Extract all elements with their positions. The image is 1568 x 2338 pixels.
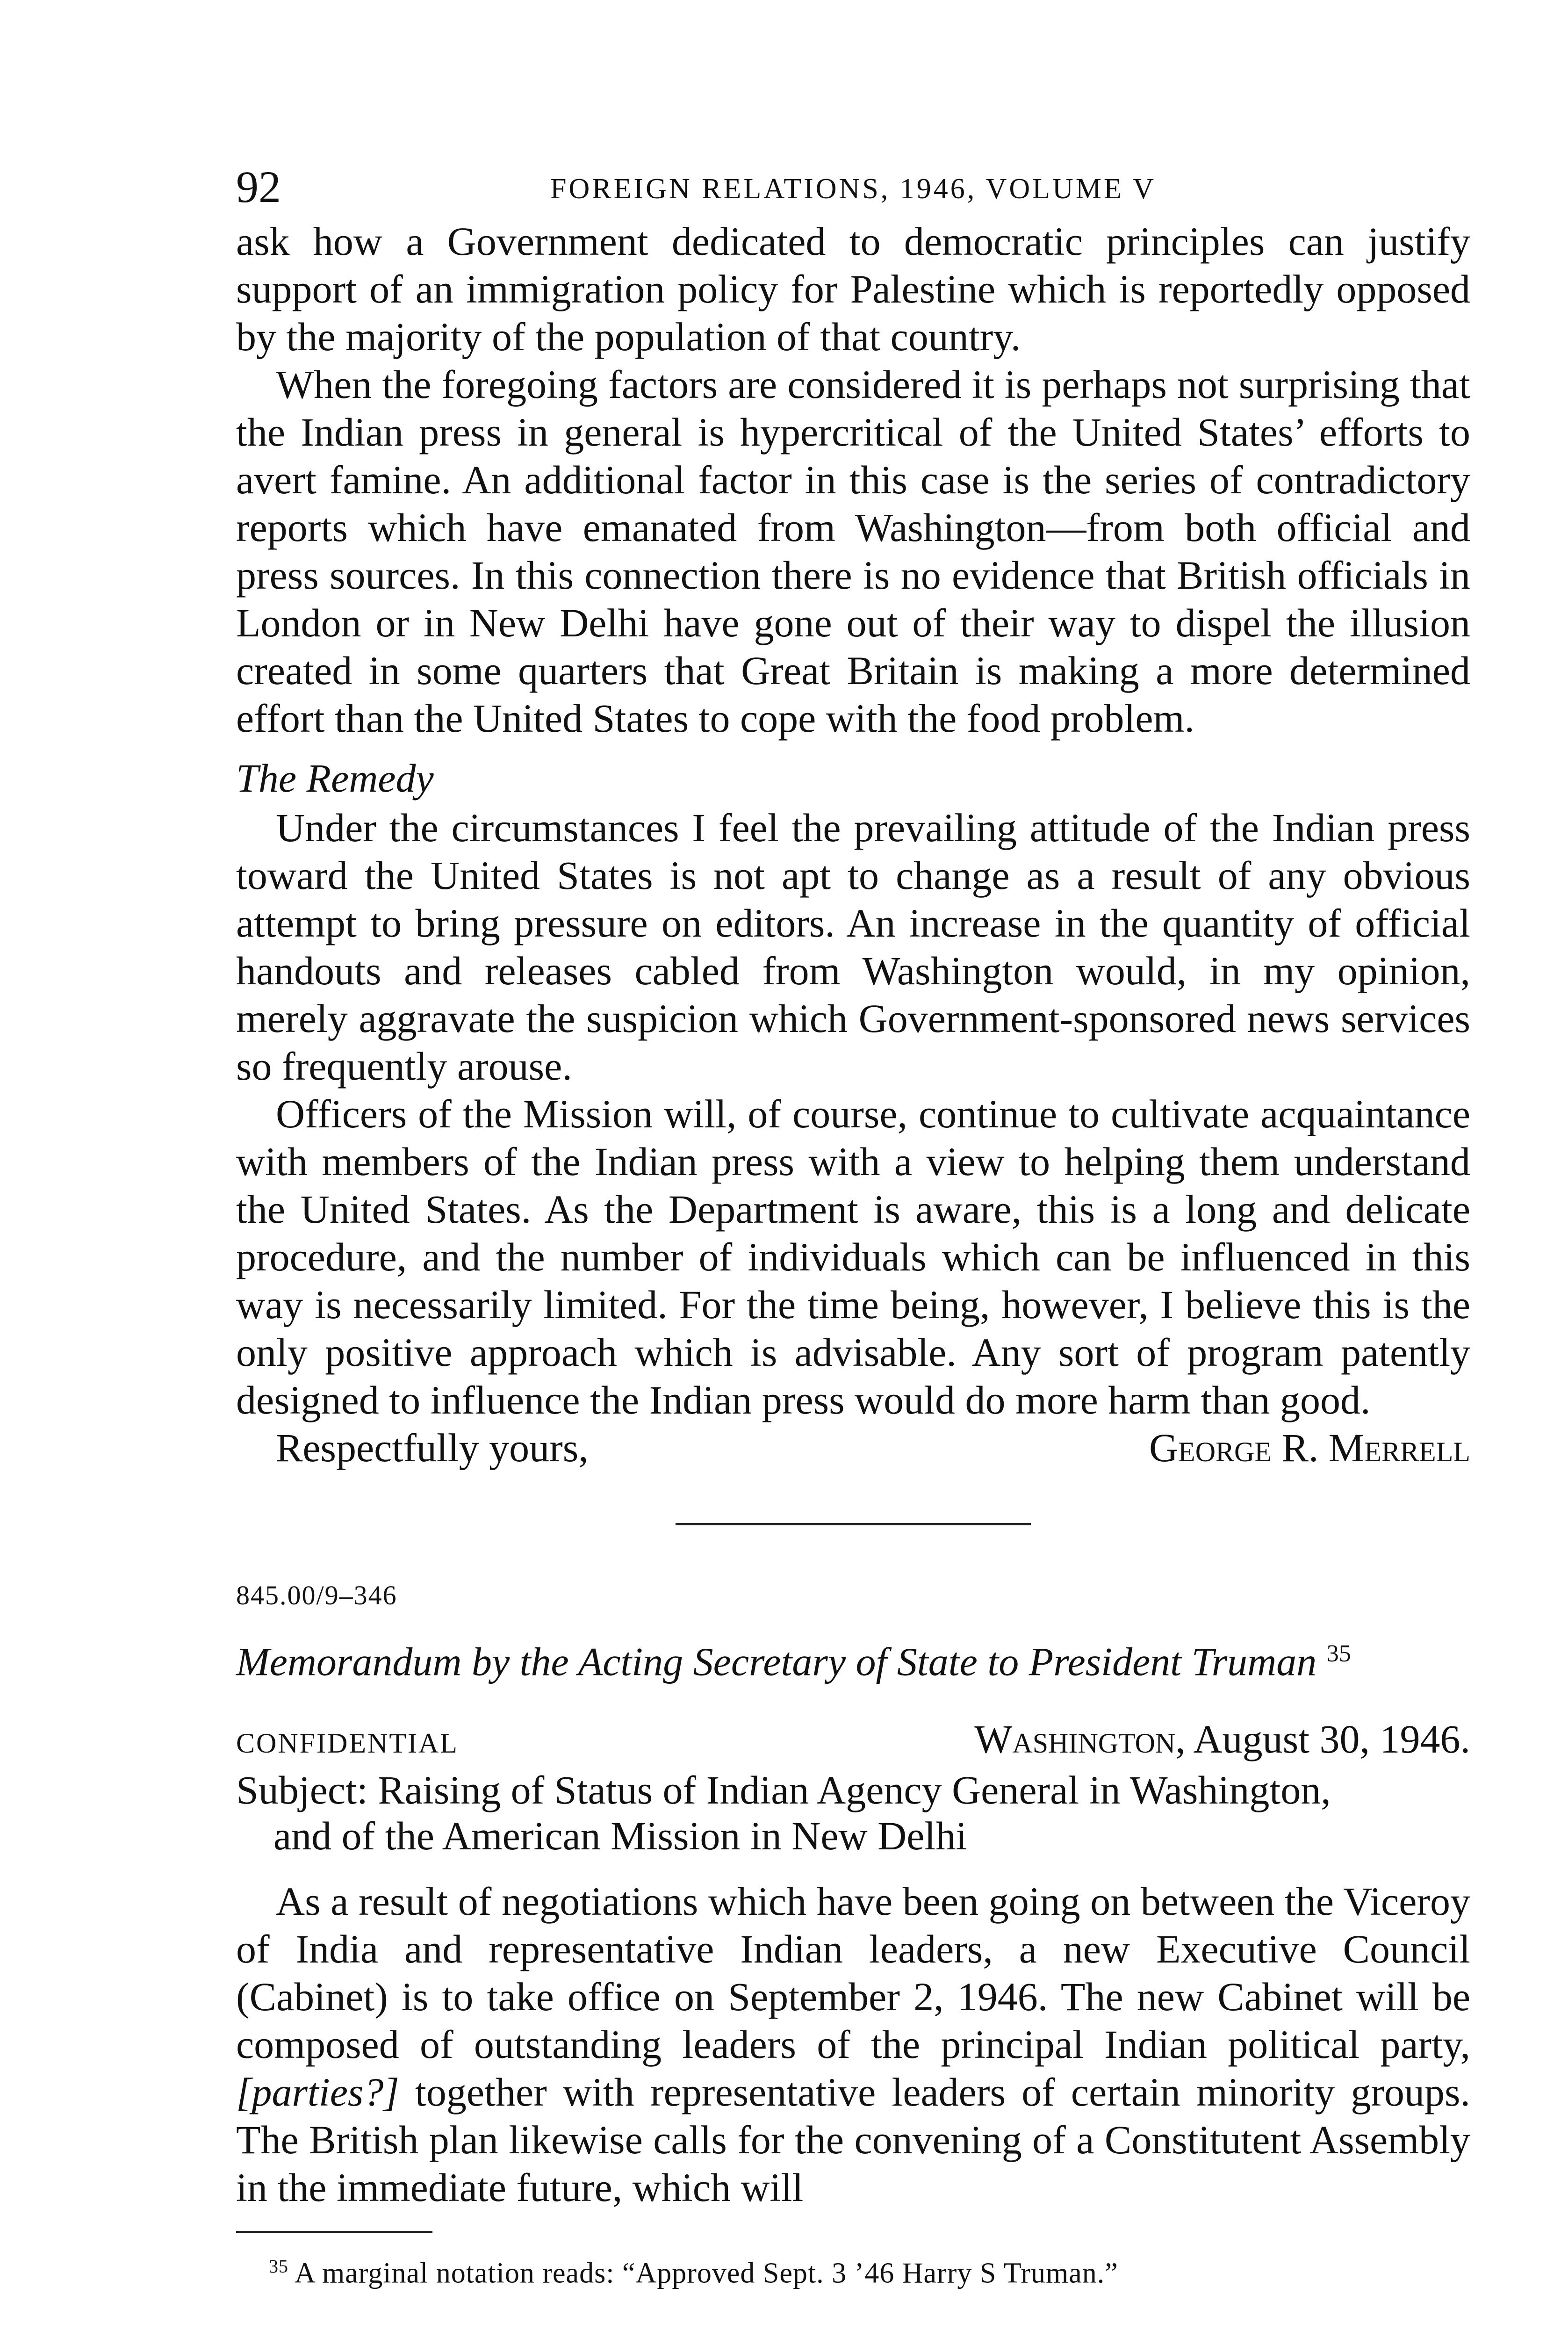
file-number: 845.00/9–346	[236, 1580, 397, 1610]
memo-body-part-2: together with representative leaders of certain minority groups. The British plan likewise calls for the convening of a Constitutent Assembly in the immediate future, which will	[236, 2069, 1470, 2210]
memo-body-part-1: As a result of negotiations which have been going on between the Viceroy of India and representative Indian leaders, a new Executive Council (Cabinet) is to take office on September 2, 1946. The new Cabinet will be composed of outstanding leaders of the principal Indian political party,	[236, 1878, 1470, 2067]
footnote-ref: 35	[1326, 1640, 1351, 1667]
section-separator	[676, 1523, 1031, 1525]
running-title: FOREIGN RELATIONS, 1946, VOLUME V	[550, 173, 1156, 205]
memo-body	[236, 1877, 1470, 2211]
editorial-insertion: [parties?]	[236, 2069, 399, 2114]
footnote-number: 35	[269, 2255, 288, 2277]
subject-line-2: and of the American Mission in New Delhi	[273, 1813, 967, 1858]
memo-section	[236, 1577, 1470, 2211]
footnote-text: A marginal notation reads: “Approved Sept. 3 ’46 Harry S Truman.”	[295, 2257, 1118, 2289]
place-date	[974, 1716, 1470, 1762]
paragraph-factors: When the foregoing factors are considered it is perhaps not surprising that the Indian press in general is hypercritical of the United States’ efforts to avert famine. An additional factor in this case is the series of contradictory reports which have emanated from Washington—from both official and press sources. In this connection there is no evidence that British officials in London or in New Delhi have gone out of their way to dispel the illusion created in some quarters that Great Britain is making a more determined effort than the United States to cope with the food problem.	[236, 362, 1470, 741]
signature: George R. Merrell	[1149, 1425, 1470, 1470]
complimentary-close: Respectfully yours,	[276, 1425, 589, 1470]
subject-line	[236, 1767, 1470, 1859]
letter-closing	[236, 1424, 1470, 1472]
subject-line-1: Subject: Raising of Status of Indian Agency General in Washington,	[236, 1767, 1331, 1812]
dateline	[236, 1716, 1470, 1762]
memo-title	[236, 1628, 1470, 1688]
continuation-paragraph: ask how a Government dedicated to democratic principles can justify support of an immigration policy for Palestine which is reportedly opposed by the majority of the population of that country.	[236, 219, 1470, 359]
paragraph-officers: Officers of the Mission will, of course, continue to cultivate acquaintance with members of the Indian press with a view to helping them understand the United States. As the Department is aware, this is a long and delicate procedure, and the number of individuals which can be influenced in this way is necessarily limited. For the time being, however, I believe this is the only positive approach which is advisable. Any sort of program patently designed to influence the Indian press would do more harm than good.	[236, 1091, 1470, 1422]
footnote-rule	[236, 2231, 432, 2233]
footnote	[236, 2248, 1470, 2292]
running-head	[236, 161, 1470, 217]
place: Washington,	[974, 1716, 1186, 1761]
document-page	[236, 161, 1470, 2292]
letter-section	[236, 217, 1470, 1472]
memo-title-text: Memorandum by the Acting Secretary of State to President Truman	[236, 1639, 1317, 1684]
date: August 30, 1946.	[1193, 1716, 1470, 1761]
page-number: 92	[236, 162, 281, 212]
section-heading: The Remedy	[236, 756, 434, 801]
paragraph-remedy: Under the circumstances I feel the prevailing attitude of the Indian press toward the United States is not apt to change as a result of any obvious attempt to bring pressure on editors. An increase in the quantity of official handouts and releases cabled from Washington would, in my opinion, merely aggravate the suspicion which Government-sponsored news services so frequently arouse.	[236, 805, 1470, 1089]
classification: CONFIDENTIAL	[236, 1727, 459, 1759]
